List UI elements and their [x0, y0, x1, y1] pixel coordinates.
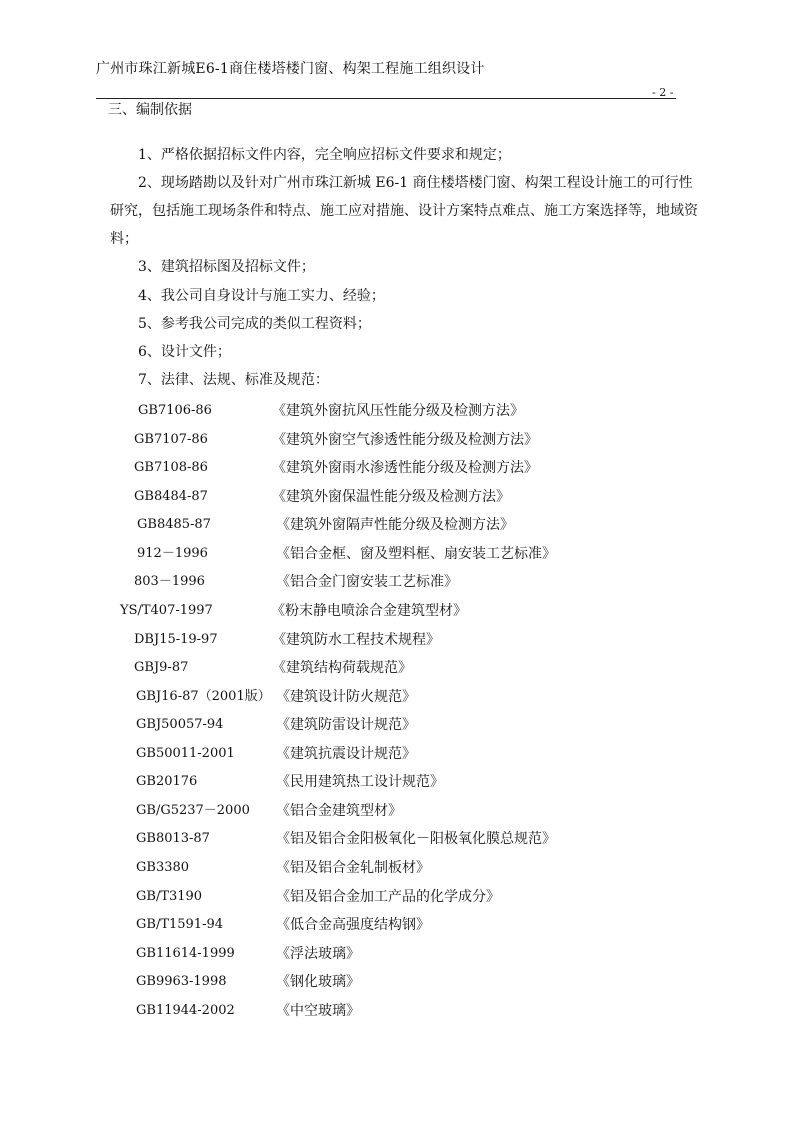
standard-code: GB/T3190 — [136, 889, 203, 904]
standard-code: YS/T407-1997 — [120, 603, 213, 618]
standard-name: 《建筑外窗保温性能分级及检测方法》 — [272, 489, 510, 505]
standard-name: 《铝及铝合金轧制板材》 — [276, 860, 430, 876]
standard-name: 《铝及铝合金阳极氧化－阳极氧化膜总规范》 — [276, 831, 556, 847]
standard-code: 803－1996 — [134, 574, 205, 589]
standard-name: 《钢化玻璃》 — [276, 974, 360, 990]
standard-code: GB11944-2002 — [136, 1003, 235, 1018]
basis-item-6: 6、设计文件； — [138, 344, 231, 360]
standard-name: 《粉末静电喷涂合金建筑型材》 — [271, 603, 467, 619]
standard-name: 《建筑设计防火规范》 — [276, 689, 416, 705]
standard-name: 《建筑外窗隔声性能分级及检测方法》 — [276, 517, 514, 533]
standard-name: 《中空玻璃》 — [276, 1003, 360, 1019]
standard-name: 《铝合金建筑型材》 — [276, 803, 402, 819]
standard-code: GBJ50057-94 — [136, 717, 224, 732]
standard-code: GB3380 — [136, 860, 190, 875]
basis-item-7: 7、法律、法规、标准及规范： — [138, 372, 329, 388]
standard-code: GB7108-86 — [134, 460, 208, 475]
standard-name: 《铝合金门窗安装工艺标准》 — [276, 574, 458, 590]
basis-item-2: 2、现场踏勘以及针对广州市珠江新城 E6-1 商住楼塔楼门窗、构架工程设计施工的可行性研究，包括施工现场条件和特点、施工应对措施、设计方案特点难点、施工方案选择等，地域资料； — [110, 175, 698, 247]
standard-code: GB11614-1999 — [136, 946, 235, 961]
standard-code: GB8485-87 — [137, 517, 211, 532]
standard-name: 《铝及铝合金加工产品的化学成分》 — [276, 889, 500, 905]
standard-name: 《建筑防水工程技术规程》 — [272, 632, 440, 648]
standard-code: GB20176 — [136, 774, 198, 789]
standard-name: 《建筑抗震设计规范》 — [276, 746, 416, 762]
section-heading: 三、编制依据 — [108, 102, 192, 118]
standard-code: 912－1996 — [137, 546, 208, 561]
page-number: - 2 - — [652, 86, 674, 99]
standard-code: GBJ16-87（2001版） — [136, 689, 271, 704]
standard-name: 《建筑结构荷载规范》 — [272, 660, 412, 676]
standard-code: GB/T1591-94 — [136, 917, 224, 932]
standard-name: 《浮法玻璃》 — [276, 946, 360, 962]
standard-name: 《建筑防雷设计规范》 — [276, 717, 416, 733]
standard-name: 《民用建筑热工设计规范》 — [276, 774, 444, 790]
standard-name: 《建筑外窗雨水渗透性能分级及检测方法》 — [272, 460, 538, 476]
document-title: 广州市珠江新城E6-1商住楼塔楼门窗、构架工程施工组织设计 — [96, 61, 485, 77]
basis-item-5: 5、参考我公司完成的类似工程资料； — [138, 316, 371, 332]
standard-name: 《建筑外窗抗风压性能分级及检测方法》 — [272, 403, 524, 419]
standard-name: 《建筑外窗空气渗透性能分级及检测方法》 — [272, 432, 538, 448]
standard-code: DBJ15-19-97 — [134, 632, 218, 647]
standard-code: GB7106-86 — [138, 403, 212, 418]
standard-name: 《铝合金框、窗及塑料框、扇安装工艺标准》 — [276, 546, 556, 562]
standard-code: GB7107-86 — [134, 432, 208, 447]
standard-code: GBJ9-87 — [134, 660, 189, 675]
standard-code: GB50011-2001 — [136, 746, 235, 761]
standard-name: 《低合金高强度结构钢》 — [276, 917, 430, 933]
basis-item-1: 1、严格依据招标文件内容，完全响应招标文件要求和规定； — [138, 147, 511, 163]
standard-code: GB9963-1998 — [136, 974, 227, 989]
basis-item-3: 3、建筑招标图及招标文件； — [138, 259, 315, 275]
standard-code: GB/G5237－2000 — [136, 803, 250, 818]
standard-code: GB8013-87 — [136, 831, 210, 846]
standard-code: GB8484-87 — [134, 489, 208, 504]
basis-item-4: 4、我公司自身设计与施工实力、经验； — [138, 288, 385, 304]
